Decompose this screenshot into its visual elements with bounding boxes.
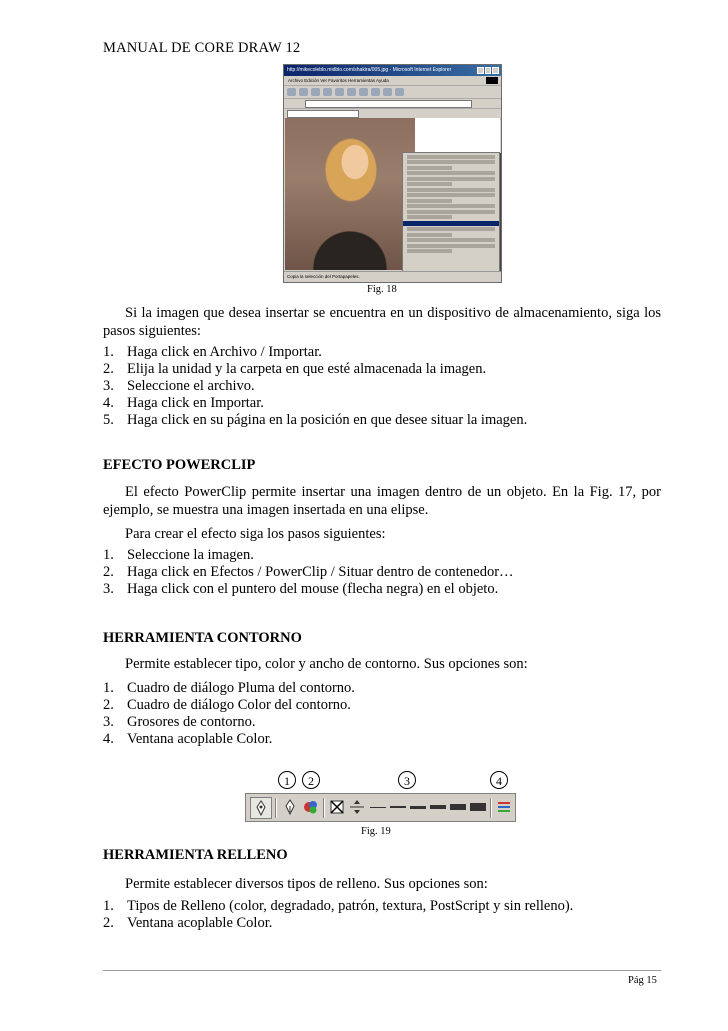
list-item	[103, 714, 663, 731]
search-icon	[347, 88, 356, 96]
no-outline-icon[interactable]	[328, 798, 346, 816]
marker-2: 2	[302, 771, 320, 789]
context-menu-item	[407, 227, 495, 231]
context-menu-item	[407, 204, 495, 208]
context-menu-item-selected	[403, 221, 499, 226]
list-text: Tipos de Relleno (color, degradado, patrón, textura, PostScript y sin relleno).	[127, 898, 574, 914]
color-wheel-icon[interactable]	[302, 798, 320, 816]
google-search-field	[287, 110, 359, 118]
list-item	[103, 581, 663, 598]
list-text: Seleccione la imagen.	[127, 547, 254, 563]
context-menu-item	[407, 177, 495, 181]
list-number: 3.	[103, 714, 114, 730]
list-number: 1.	[103, 898, 114, 914]
browser-title: http://mikecoleblo.midblo.com/shakira/005.jpg - Microsoft Internet Explorer	[287, 67, 452, 73]
list-item	[103, 547, 663, 564]
list-item	[103, 344, 663, 361]
context-menu-item	[407, 238, 495, 242]
browser-menu-items: Archivo Edición Ver Favoritos Herramientas Ayuda	[288, 78, 389, 83]
browser-screenshot-figure	[283, 64, 502, 283]
refresh-icon	[323, 88, 332, 96]
context-menu-item	[407, 244, 495, 248]
import-steps-list	[103, 344, 663, 429]
list-number: 1.	[103, 344, 114, 360]
context-menu-item	[407, 166, 452, 170]
list-item	[103, 378, 663, 395]
list-item	[103, 915, 663, 932]
color-docker-icon[interactable]	[495, 798, 513, 816]
hairline-icon[interactable]	[348, 798, 366, 816]
context-menu-item	[407, 215, 452, 219]
list-text: Elija la unidad y la carpeta en que esté almacenada la imagen.	[127, 361, 487, 377]
list-text: Haga click en Efectos / PowerClip / Situar dentro de contenedor…	[127, 564, 514, 580]
list-number: 5.	[103, 412, 114, 428]
context-menu-item	[407, 199, 452, 203]
outline-flyout-toolbar	[245, 793, 516, 822]
page-header: MANUAL DE CORE DRAW 12	[103, 40, 301, 56]
powerclip-paragraph: El efecto PowerClip permite insertar una imagen dentro de un objeto. En la Fig. 17, por ejemplo, se muestra una imagen insertada en una elipse.	[103, 484, 661, 518]
browser-title-bar	[284, 65, 501, 76]
page-number: Pág 15	[628, 975, 657, 986]
powerclip-instructions: Para crear el efecto siga los pasos siguientes:	[125, 526, 386, 542]
outline-width-3[interactable]	[410, 806, 426, 809]
list-text: Grosores de contorno.	[127, 714, 256, 730]
list-item	[103, 680, 663, 697]
forward-icon	[299, 88, 308, 96]
powerclip-steps-list	[103, 547, 663, 598]
browser-content	[285, 118, 500, 270]
list-text: Haga click con el puntero del mouse (flecha negra) en el objeto.	[127, 581, 499, 597]
powerclip-heading: EFECTO POWERCLIP	[103, 457, 256, 473]
list-text: Haga click en su página en la posición en que desee situar la imagen.	[127, 412, 528, 428]
outline-width-1[interactable]	[370, 807, 386, 808]
list-text: Seleccione el archivo.	[127, 378, 255, 394]
window-buttons	[477, 67, 499, 74]
home-icon	[335, 88, 344, 96]
contorno-paragraph: Permite establecer tipo, color y ancho de contorno. Sus opciones son:	[125, 656, 528, 672]
list-number: 4.	[103, 395, 114, 411]
relleno-heading: HERRAMIENTA RELLENO	[103, 847, 288, 863]
outline-width-5[interactable]	[450, 804, 466, 810]
outline-width-2[interactable]	[390, 806, 406, 808]
relleno-options-list	[103, 898, 663, 932]
list-item	[103, 731, 663, 748]
list-text: Ventana acoplable Color.	[127, 731, 273, 747]
contorno-heading: HERRAMIENTA CONTORNO	[103, 630, 302, 646]
figure-18-caption: Fig. 18	[367, 284, 397, 295]
context-menu-item	[407, 182, 452, 186]
list-text: Haga click en Importar.	[127, 395, 264, 411]
list-item	[103, 395, 663, 412]
list-item	[103, 697, 663, 714]
browser-menu-bar	[284, 76, 501, 86]
singer-photo	[285, 118, 415, 270]
browser-toolbar	[284, 86, 501, 99]
list-number: 2.	[103, 915, 114, 931]
outline-tool-icon	[250, 797, 272, 819]
list-text: Ventana acoplable Color.	[127, 915, 273, 931]
context-menu-item	[407, 233, 452, 237]
list-item	[103, 361, 663, 378]
context-menu-item	[407, 249, 452, 253]
outline-width-4[interactable]	[430, 805, 446, 809]
list-item	[103, 564, 663, 581]
print-icon	[395, 88, 404, 96]
marker-4: 4	[490, 771, 508, 789]
list-number: 3.	[103, 581, 114, 597]
context-menu	[402, 152, 500, 272]
relleno-paragraph: Permite establecer diversos tipos de relleno. Sus opciones son:	[125, 876, 488, 892]
context-menu-item	[407, 171, 495, 175]
list-number: 2.	[103, 564, 114, 580]
history-icon	[371, 88, 380, 96]
favorites-icon	[359, 88, 368, 96]
status-text: Copia la selección del Portapapeles.	[287, 274, 360, 279]
context-menu-item	[407, 193, 495, 197]
list-text: Haga click en Archivo / Importar.	[127, 344, 322, 360]
address-field	[305, 100, 472, 108]
mail-icon	[383, 88, 392, 96]
stop-icon	[311, 88, 320, 96]
context-menu-item	[407, 210, 495, 214]
browser-status-bar	[284, 271, 501, 282]
list-number: 1.	[103, 547, 114, 563]
list-text: Cuadro de diálogo Color del contorno.	[127, 697, 351, 713]
list-number: 1.	[103, 680, 114, 696]
list-number: 3.	[103, 378, 114, 394]
list-item	[103, 412, 663, 429]
context-menu-item	[407, 160, 495, 164]
back-icon	[287, 88, 296, 96]
browser-address-bar	[284, 99, 501, 109]
list-number: 4.	[103, 731, 114, 747]
outline-width-6[interactable]	[470, 803, 486, 811]
list-number: 2.	[103, 361, 114, 377]
marker-1: 1	[278, 771, 296, 789]
contorno-options-list	[103, 680, 663, 748]
context-menu-item	[407, 155, 495, 159]
list-text: Cuadro de diálogo Pluma del contorno.	[127, 680, 355, 696]
context-menu-item	[407, 188, 495, 192]
intro-paragraph: Si la imagen que desea insertar se encuentra en un dispositivo de almacenamiento, siga los pasos siguientes:	[103, 305, 661, 339]
list-number: 2.	[103, 697, 114, 713]
list-item	[103, 898, 663, 915]
pen-icon[interactable]	[281, 798, 299, 816]
figure-19-caption: Fig. 19	[361, 826, 391, 837]
marker-3: 3	[398, 771, 416, 789]
footer-rule	[103, 970, 661, 971]
windows-logo-icon	[486, 77, 498, 84]
